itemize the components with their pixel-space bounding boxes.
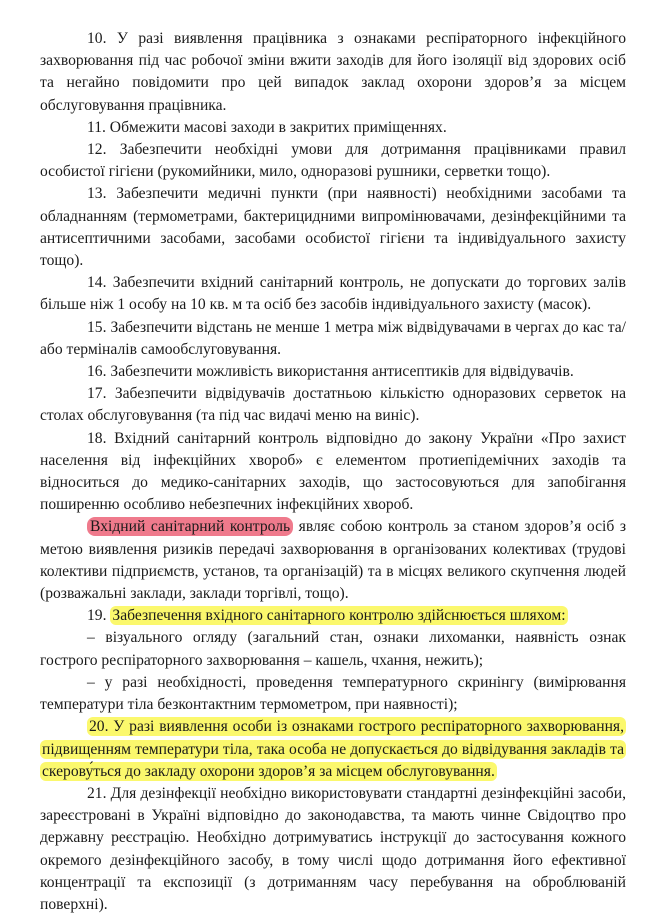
red-highlight: Вхідний санітарний контроль [87, 517, 293, 536]
paragraph-18-continued [40, 516, 626, 605]
paragraph-17: 17. Забезпечити відвідувачів достатньою кількістю одноразових серветок на столах обслуговування (та під час видачі меню на виніс). [40, 385, 626, 425]
paragraph-19-number: 19. [87, 607, 111, 625]
paragraph-10: 10. У разі виявлення працівника з ознаками респіраторного інфекційного захворювання під час робочої зміни вжити заходів для його ізоляції від здорових осіб та негайно повідомити про цей випадок заклад охорони здоров’я за місцем обслуговування працівника. [40, 30, 626, 114]
paragraph-18: 18. Вхідний санітарний контроль відповідно до закону України «Про захист населення від інфекційних хвороб» є елементом протиепідемічних заходів та відноситься до медико-санітарних заходів, що застосовуються для запобігання поширенню особливо небезпечних інфекційних хвороб. [40, 429, 626, 514]
paragraph-16: 16. Забезпечити можливість використання антисептиків для відвідувачів. [87, 363, 574, 381]
yellow-highlight-20: 20. У разі виявлення особи із ознаками гострого респіраторного захворювання, підвищенням температури тіла, така особа не допускається до відвідування закладів та скерову́ться до закладу охорони здоров’я за місцем обслуговування. [42, 718, 624, 780]
paragraph-18-continued-text: являє собою контроль за станом здоров’я осіб з метою виявлення ризиків передачі захворювання в організованих колективах (трудові колективи підприємств, установ, та організацій) та в місцях великого скупчення людей (розважальні заклади, заклади торгівлі, тощо). [40, 518, 626, 603]
paragraph-12: 12. Забезпечити необхідні умови для дотримання працівниками правил особистої гігієни (рукомийники, мило, одноразові рушники, серветки тощо). [40, 141, 626, 181]
paragraph-15: 15. Забезпечити відстань не менше 1 метра між відвідувачами в чергах до кас та/або терміналів самообслуговування. [40, 318, 626, 358]
yellow-highlight-19: Забезпечення вхідного санітарного контролю здійснюється шляхом: [112, 607, 566, 625]
paragraph-19-item-1: – візуального огляду (загальний стан, ознаки лихоманки, наявність ознак гострого респіраторного захворювання – кашель, чхання, нежить); [40, 629, 626, 669]
paragraph-20 [40, 716, 626, 783]
paragraph-19 [40, 605, 626, 627]
paragraph-14: 14. Забезпечити вхідний санітарний контроль, не допускати до торгових залів більше ніж 1 особу на 10 кв. м та осіб без засобів індивідуального захисту (масок). [40, 274, 626, 314]
paragraph-13: 13. Забезпечити медичні пункти (при наявності) необхідними засобами та обладнанням (термометрами, бактерицидними випромінювачами, дезінфекційними та антисептичними засобами, засобами особистої гігієни та індивідуального захисту тощо). [40, 185, 626, 270]
paragraph-19-item-2: – у разі необхідності, проведення температурного скринінгу (вимірювання температури тіла безконтактним термометром, при наявності); [40, 673, 626, 714]
paragraph-21: 21. Для дезінфекції необхідно використовувати стандартні дезінфекційні засоби, зареєстровані в Україні відповідно до законодавства, та мають чинне Свідоцтво про державну реєстрацію. Необхідно дотримуватись інструкції до застосування кожного окремого дезінфекційного засобу, в тому числі щодо дотримання його ефективної концентрації та експозиції (з дотриманням часу перебування на оброблюваній поверхні). [40, 784, 626, 913]
paragraph-11: 11. Обмежити масові заходи в закритих приміщеннях. [87, 118, 447, 136]
